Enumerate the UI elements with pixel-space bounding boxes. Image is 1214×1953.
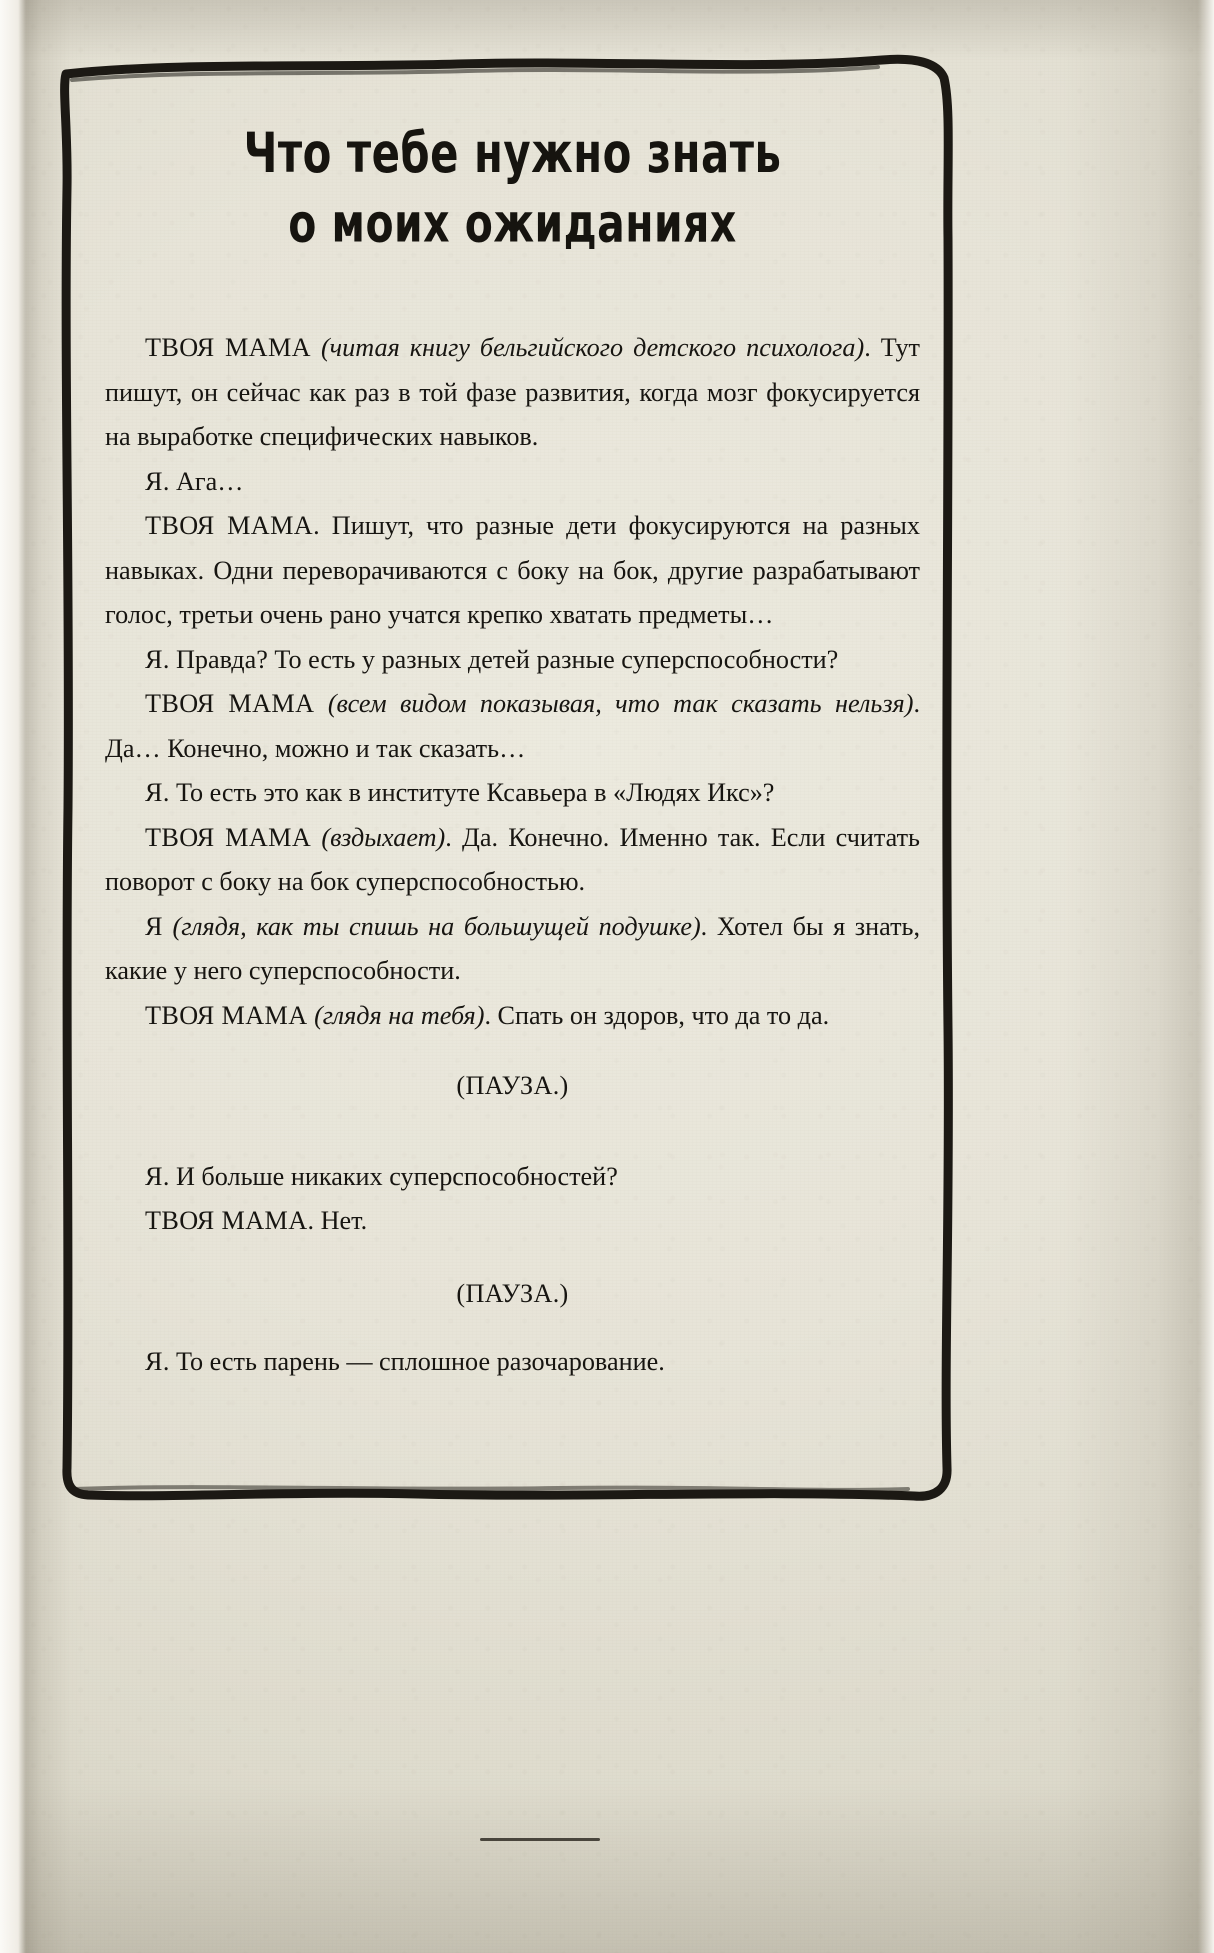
dialogue-speaker: Я [145, 466, 163, 496]
page-title [134, 117, 892, 260]
dialogue-text: . Ага… [162, 466, 244, 496]
dialogue-line [105, 326, 920, 460]
dialogue-line [105, 994, 920, 1039]
footer-rule [480, 1838, 600, 1841]
stage-direction-pause: (ПАУЗА.) [456, 1071, 569, 1101]
dialogue-line [105, 771, 920, 816]
dialogue-text: . Правда? То есть у разных детей разные суперспособности? [162, 644, 839, 674]
dialogue-text: . Да… Конечно, можно и так сказать… [105, 689, 920, 763]
dialogue-speaker: Я [145, 778, 163, 808]
dialogue-text: . Спать он здоров, что да то да. [484, 1000, 830, 1030]
stage-direction: (вздыхает) [311, 822, 446, 852]
stage-direction-pause: (ПАУЗА.) [456, 1278, 569, 1308]
dialogue-line [105, 460, 920, 505]
dialogue-speaker: ТВОЯ МАМА [145, 1000, 308, 1030]
dialogue-speaker: ТВОЯ МАМА [145, 1206, 308, 1236]
dialogue-body [105, 326, 920, 1385]
dialogue-line [105, 682, 920, 771]
dialogue-text: . И больше никаких суперспособностей? [162, 1161, 618, 1191]
dialogue-line [105, 1155, 920, 1200]
dialogue-speaker: Я [145, 1347, 163, 1377]
page-title-line-2: о моих ожиданиях [288, 193, 737, 256]
dialogue-line [105, 1340, 920, 1385]
stage-direction: (глядя, как ты спишь на большущей подушке) [162, 911, 701, 941]
dialogue-text: . Нет. [307, 1206, 368, 1236]
dialogue-text: . Хотел бы я знать, какие у него суперспособности. [105, 911, 920, 986]
dialogue-text: . Да. Конечно. Именно так. Если считать поворот с боку на бок суперспособностью. [105, 822, 920, 897]
dialogue-speaker: ТВОЯ МАМА [145, 822, 312, 852]
stage-direction: (всем видом показывая, что так сказать нельзя) [314, 689, 914, 719]
dialogue-text: . Тут пишут, он сейчас как раз в той фазе развития, когда мозг фокусируется на выработке специфических навыков. [105, 333, 920, 452]
dialogue-line [105, 504, 920, 638]
dialogue-speaker: Я [145, 644, 163, 674]
dialogue-text: . То есть парень — сплошное разочарование. [162, 1347, 665, 1377]
dialogue-speaker: Я [145, 911, 163, 941]
dialogue-speaker: Я [145, 1161, 163, 1191]
dialogue-line [105, 1199, 920, 1244]
dialogue-speaker: ТВОЯ МАМА [145, 511, 314, 541]
page-title-line-1: Что тебе нужно знать [243, 120, 782, 186]
dialogue-speaker: ТВОЯ МАМА [145, 333, 311, 363]
page-content [105, 95, 920, 1385]
dialogue-text: . Пишут, что разные дети фокусируются на разных навыках. Одни переворачиваются с боку на бок, другие разрабатывают голос, третьи очень рано учатся крепко хватать предметы… [105, 511, 920, 630]
dialogue-text: . То есть это как в институте Ксавьера в «Людях Икс»? [162, 778, 775, 808]
dialogue-line [105, 638, 920, 683]
dialogue-line [105, 905, 920, 994]
stage-direction: (читая книгу бельгийского детского психолога) [310, 333, 865, 363]
dialogue-line [105, 816, 920, 905]
dialogue-speaker: ТВОЯ МАМА [145, 689, 315, 719]
stage-direction: (глядя на тебя) [307, 1000, 485, 1030]
